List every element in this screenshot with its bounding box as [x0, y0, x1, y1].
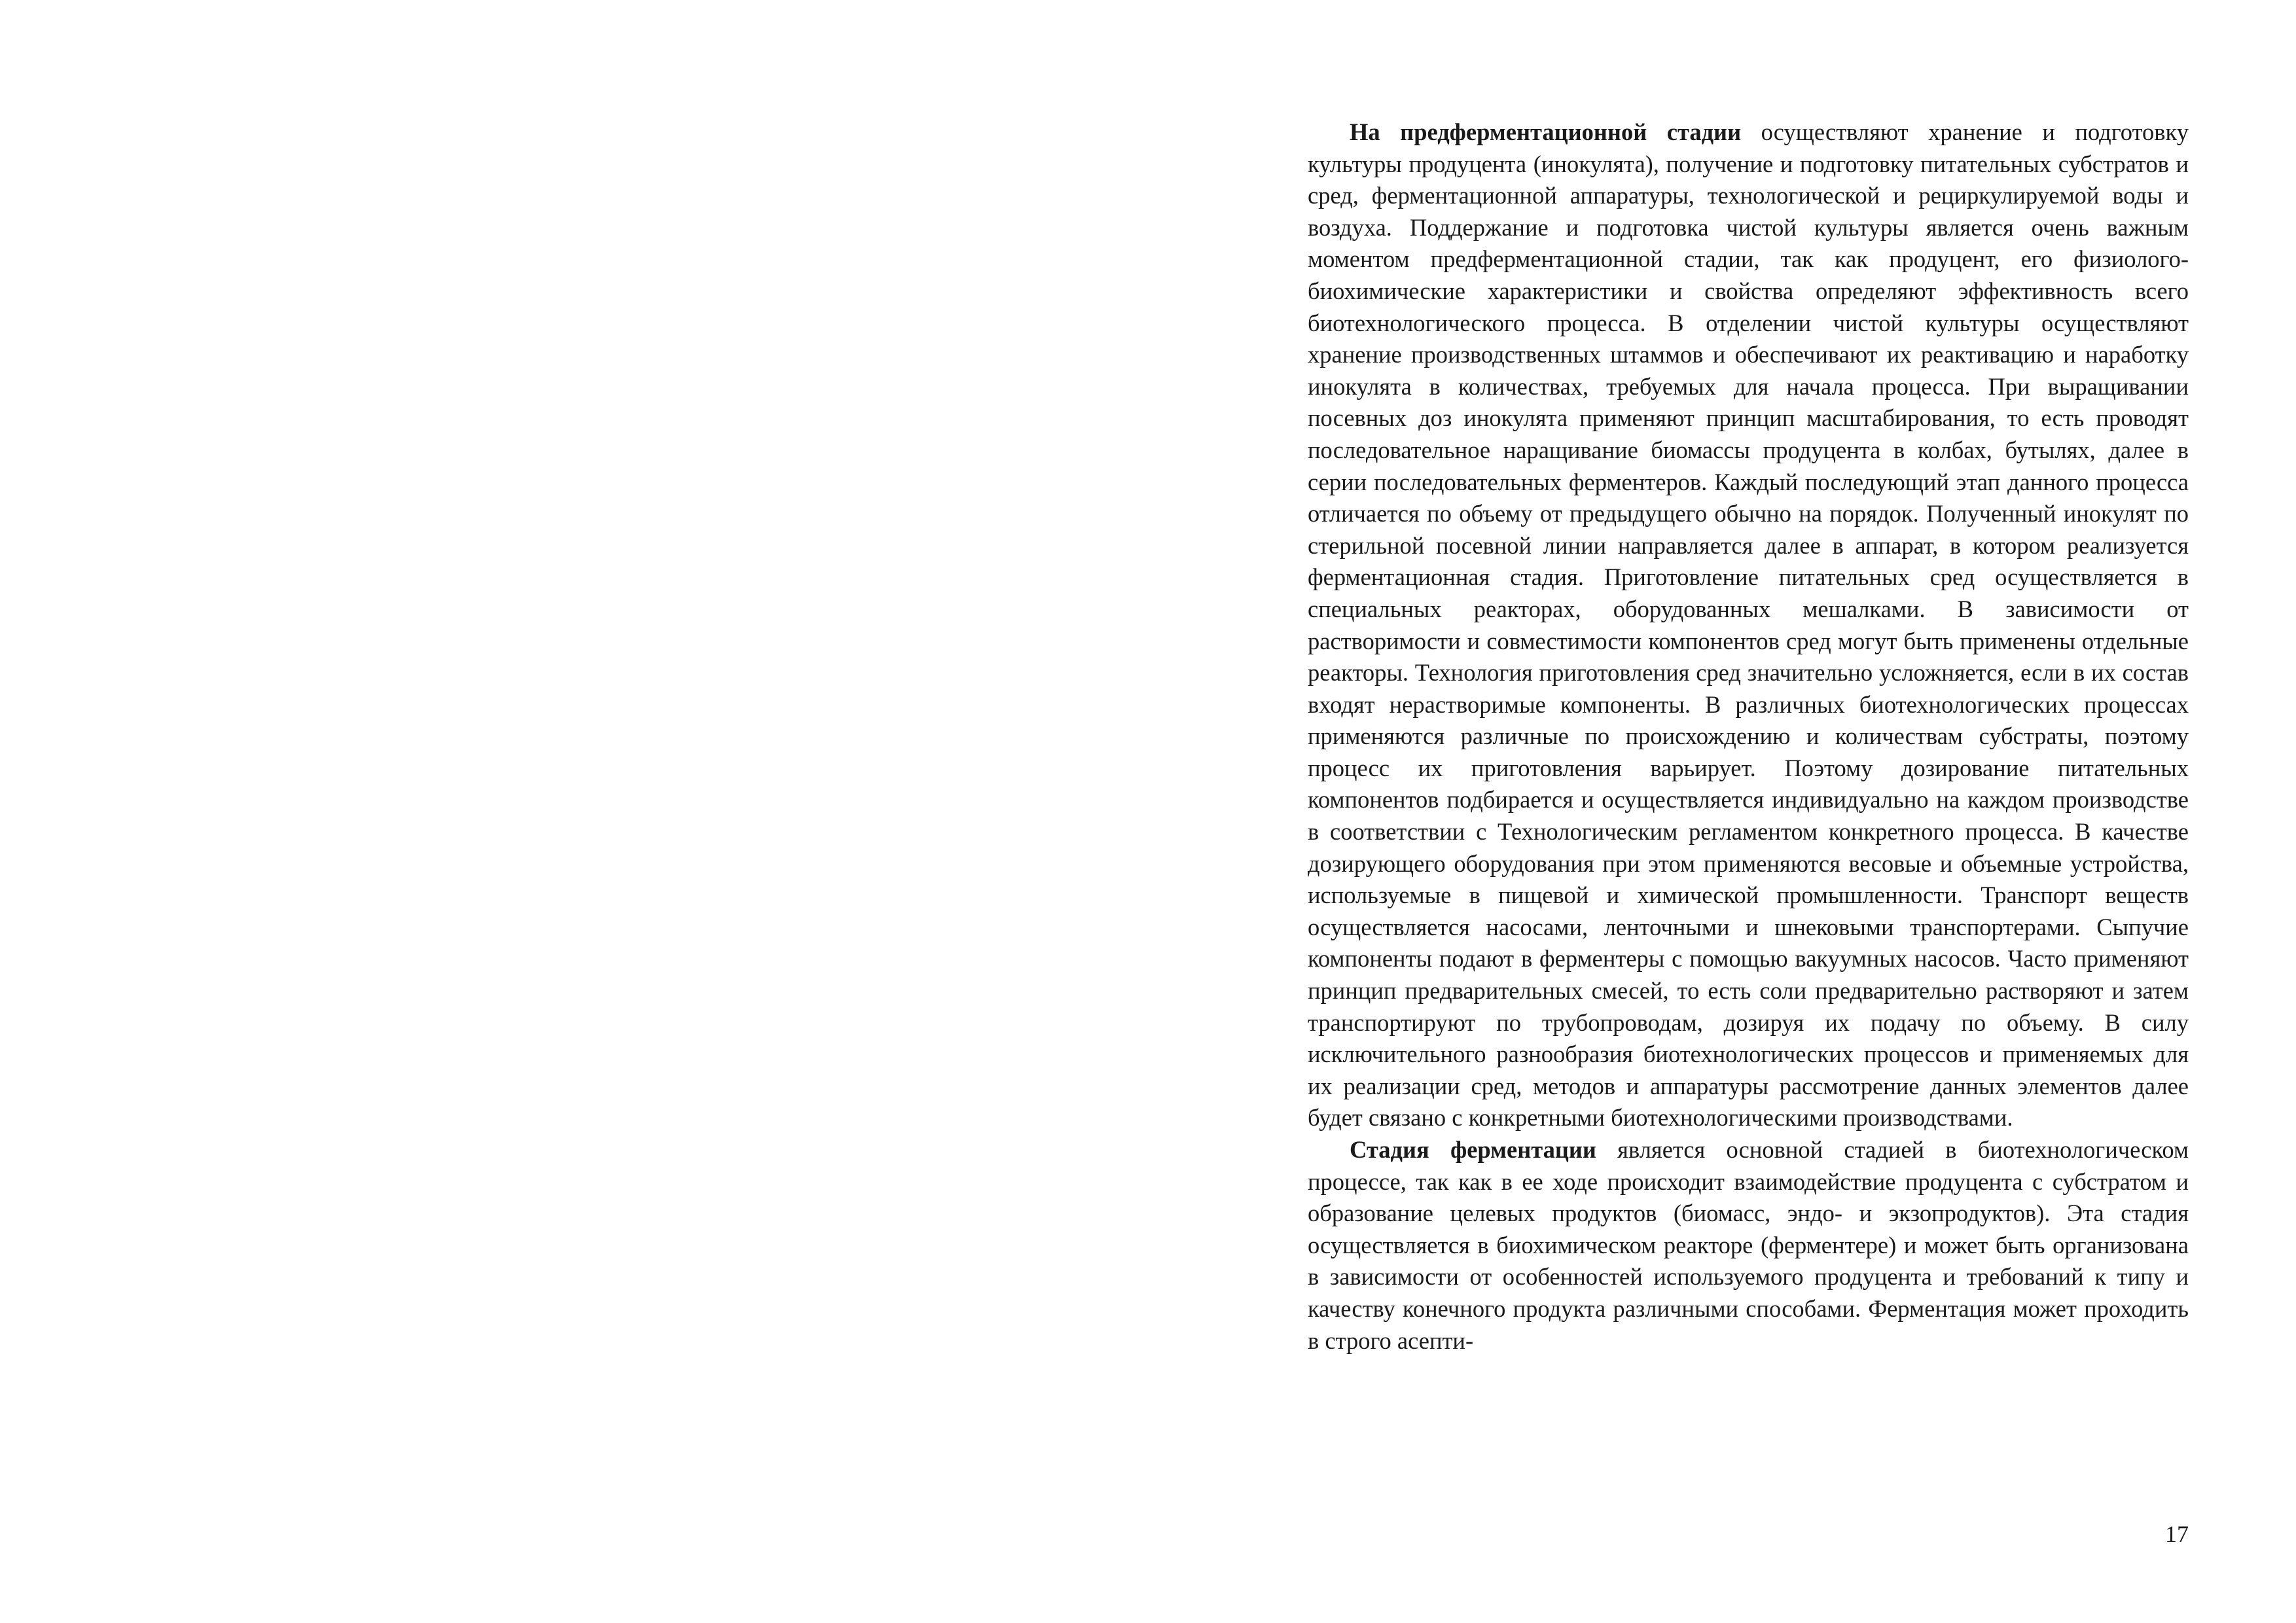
page-number: 17: [2165, 1521, 2189, 1547]
paragraph-body: осуществляют хранение и подготовку культуры продуцента (инокулята), получение и подготовку питательных субстратов и сред, ферментационной аппаратуры, технологической и рециркулируемой воды и воздуха. Поддержание и подготовка чистой культуры является очень важным моментом предферментационной стадии, так как продуцент, его физиолого-биохимические характеристики и свойства определяют эффективность всего биотехнологического процесса. В отделении чистой культуры осуществляют хранение производственных штаммов и обеспечивают их реактивацию и наработку инокулята в количествах, требуемых для начала процесса. При выращивании посевных доз инокулята применяют принцип масштабирования, то есть проводят последовательное наращивание биомассы продуцента в колбах, бутылях, далее в серии последовательных ферментеров. Каждый последующий этап данного процесса отличается по объему от предыдущего обычно на порядок. Полученный инокулят по стерильной посевной линии направляется далее в аппарат, в котором реализуется ферментационная стадия. Приготовление питательных сред осуществляется в специальных реакторах, оборудованных мешалками. В зависимости от растворимости и совместимости компонентов сред могут быть применены отдельные реакторы. Технология приготовления сред значительно усложняется, если в их состав входят нерастворимые компоненты. В различных биотехнологических процессах применяются различные по происхождению и количествам субстраты, поэтому процесс их приготовления варьирует. Поэтому дозирование питательных компонентов подбирается и осуществляется индивидуально на каждом производстве в соответствии с Технологическим регламентом конкретного процесса. В качестве дозирующего оборудования при этом применяются весовые и объемные устройства, используемые в пищевой и химической промышленности. Транспорт веществ осуществляется насосами, ленточными и шнековыми транспортерами. Сыпучие компоненты подают в ферментеры с помощью вакуумных насосов. Часто применяют принцип предварительных смесей, то есть соли предварительно растворяют и затем транспортируют по трубопроводам, дозируя их подачу по объему. В силу исключительного разнообразия биотехнологических процессов и применяемых для их реализации сред, методов и аппаратуры рассмотрение данных элементов далее будет связано с конкретными биотехнологическими производствами.: [1308, 118, 2189, 1132]
paragraph-fermentation: [1308, 1134, 2189, 1357]
paragraph-lead-bold: Стадия ферментации: [1350, 1136, 1596, 1163]
paragraph-prefermentation: [1308, 116, 2189, 1134]
paragraph-body: является основной стадией в биотехнологическом процессе, так как в ее ходе происходит взаимодействие продуцента с субстратом и образование целевых продуктов (биомасс, эндо- и экзопродуктов). Эта стадия осуществляется в биохимическом реакторе (ферментере) и может быть организована в зависимости от особенностей используемого продуцента и требований к типу и качеству конечного продукта различными способами. Ферментация может проходить в строго асепти-: [1308, 1136, 2189, 1354]
paragraph-lead-bold: На предферментационной стадии: [1350, 118, 1742, 145]
right-page-text-block: [1308, 116, 2189, 1357]
